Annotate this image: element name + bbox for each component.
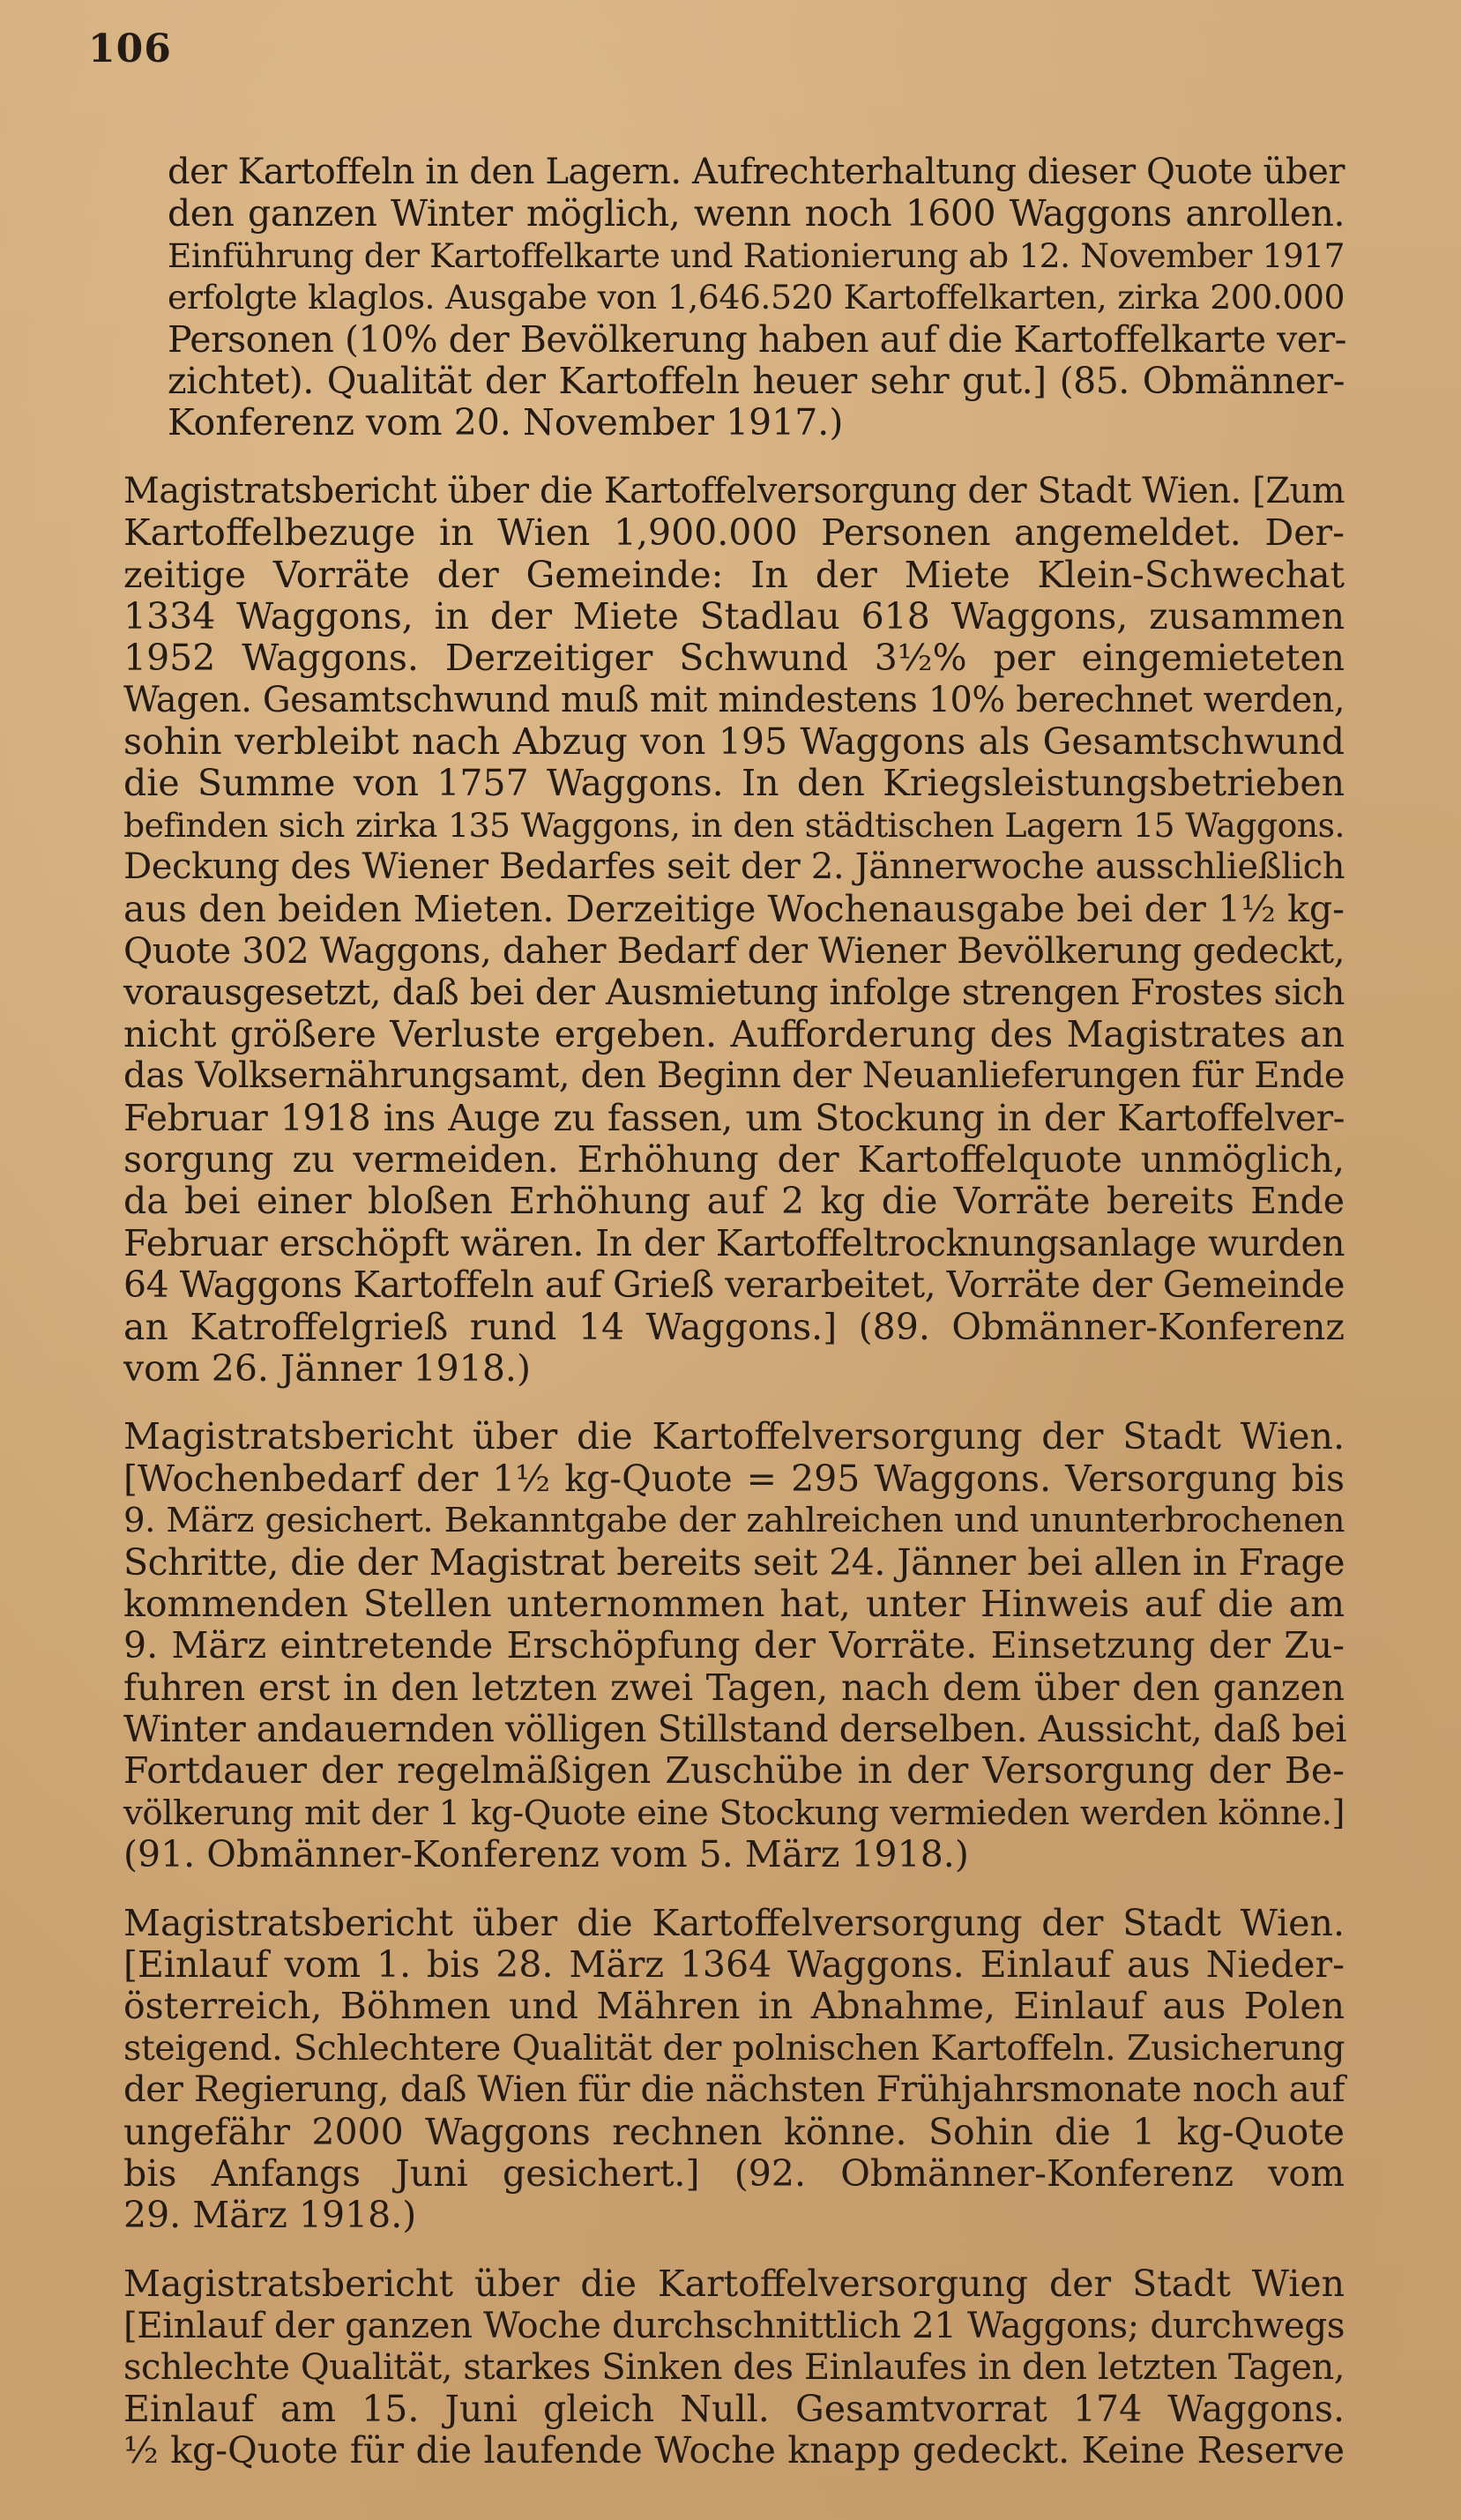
text-line: Kartoffelbezuge in Wien 1,900.000 Personen angemeldet. Der- <box>123 511 1345 555</box>
text-line: aus den beiden Mieten. Derzeitige Wochenausgabe bei der 1½ kg- <box>123 887 1345 930</box>
text-line: 9. März gesichert. Bekanntgabe der zahlreichen und ununterbrochenen <box>123 1501 1345 1541</box>
text-line: 9. März eintretende Erschöpfung der Vorräte. Einsetzung der Zu- <box>123 1624 1345 1667</box>
text-line: fuhren erst in den letzten zwei Tagen, nach dem über den ganzen <box>123 1666 1345 1709</box>
text-line: Schritte, die der Magistrat bereits seit 24. Jänner bei allen in Frage <box>123 1540 1345 1584</box>
text-line: Februar erschöpft wären. In der Kartoffeltrocknungsanlage wurden <box>123 1221 1345 1264</box>
text-line: der Kartoffeln in den Lagern. Aufrechterhaltung dieser Quote über <box>168 152 1345 192</box>
text-line: Einführung der Kartoffelkarte und Rationierung ab 12. November 1917 <box>168 235 1345 275</box>
text-line: Magistratsbericht über die Kartoffelversorgung der Stadt Wien <box>123 2262 1345 2305</box>
text-line: völkerung mit der 1 kg-Quote eine Stockung vermieden werden könne.] <box>123 1793 1345 1833</box>
text-line: 1334 Waggons, in der Miete Stadlau 618 Waggons, zusammen <box>123 594 1345 637</box>
text-line: sorgung zu vermeiden. Erhöhung der Kartoffelquote unmöglich, <box>123 1137 1345 1181</box>
text-line: Konferenz vom 20. November 1917.) <box>168 401 844 444</box>
text-line: Quote 302 Waggons, daher Bedarf der Wiener Bevölkerung gedeckt, <box>123 929 1345 973</box>
text-line: vom 26. Jänner 1918.) <box>123 1346 531 1390</box>
page-number: 106 <box>88 26 172 71</box>
text-line: der Regierung, daß Wien für die nächsten Frühjahrsmonate noch auf <box>123 2069 1345 2111</box>
text-line: zichtet). Qualität der Kartoffeln heuer sehr gut.] (85. Obmänner- <box>168 359 1345 402</box>
entry-continuation <box>123 152 1345 444</box>
text-line: ½ kg-Quote für die laufende Woche knapp gedeckt. Keine Reserve <box>123 2429 1345 2472</box>
text-line: vorausgesetzt, daß bei der Ausmietung infolge strengen Frostes sich <box>123 971 1345 1014</box>
text-line: Magistratsbericht über die Kartoffelversorgung der Stadt Wien. <box>123 1901 1345 1944</box>
text-line: nicht größere Verluste ergeben. Aufforderung des Magistrates an <box>123 1012 1345 1055</box>
text-line: Personen (10% der Bevölkerung haben auf die Kartoffelkarte ver- <box>168 317 1346 361</box>
text-line: sohin verbleibt nach Abzug von 195 Waggons als Gesamtschwund <box>123 720 1345 764</box>
text-line: Wagen. Gesamtschwund muß mit mindestens 10% berechnet werden, <box>123 679 1345 720</box>
entry-report-june <box>123 2263 1345 2472</box>
entry-report-92 <box>123 1903 1345 2237</box>
text-line: 1952 Waggons. Derzeitiger Schwund 3½% per eingemieteten <box>123 637 1345 680</box>
text-line: [Einlauf der ganzen Woche durchschnittlich 21 Waggons; durchwegs <box>123 2304 1345 2347</box>
text-line: 29. März 1918.) <box>123 2194 417 2237</box>
text-line: den ganzen Winter möglich, wenn noch 1600 Waggons anrollen. <box>168 192 1345 235</box>
entry-report-91 <box>123 1416 1345 1875</box>
text-line: das Volksernährungsamt, den Beginn der Neuanlieferungen für Ende <box>123 1055 1345 1097</box>
text-line: ungefähr 2000 Waggons rechnen könne. Sohin die 1 kg-Quote <box>123 2110 1345 2153</box>
text-body <box>123 152 1345 2499</box>
text-line: bis Anfangs Juni gesichert.] (92. Obmänner-Konferenz vom <box>123 2151 1345 2195</box>
text-line: kommenden Stellen unternommen hat, unter Hinweis auf die am <box>123 1582 1345 1625</box>
text-line: die Summe von 1757 Waggons. In den Kriegsleistungsbetrieben <box>123 762 1345 805</box>
text-line: Deckung des Wiener Bedarfes seit der 2. Jännerwoche ausschließlich <box>123 846 1345 888</box>
text-line: Magistratsbericht über die Kartoffelversorgung der Stadt Wien. [Zum <box>123 470 1345 511</box>
text-line: erfolgte klaglos. Ausgabe von 1,646.520 Kartoffelkarten, zirka 200.000 <box>168 278 1345 317</box>
text-line: steigend. Schlechtere Qualität der polnischen Kartoffeln. Zusicherung <box>123 2027 1345 2069</box>
text-line: (91. Obmänner-Konferenz vom 5. März 1918.) <box>123 1833 969 1876</box>
text-line: 64 Waggons Kartoffeln auf Grieß verarbeitet, Vorräte der Gemeinde <box>123 1264 1345 1307</box>
text-line: [Wochenbedarf der 1½ kg-Quote = 295 Waggons. Versorgung bis <box>123 1457 1345 1500</box>
text-line: Februar 1918 ins Auge zu fassen, um Stockung in der Kartoffelver- <box>123 1096 1345 1139</box>
text-line: schlechte Qualität, starkes Sinken des Einlaufes in den letzten Tagen, <box>123 2346 1345 2388</box>
text-line: Fortdauer der regelmäßigen Zuschübe in der Versorgung der Be- <box>123 1749 1345 1793</box>
text-line: [Einlauf vom 1. bis 28. März 1364 Waggons. Einlauf aus Nieder- <box>123 1943 1345 1987</box>
text-line: befinden sich zirka 135 Waggons, in den städtischen Lagern 15 Waggons. <box>123 805 1345 845</box>
text-line: Winter andauernden völligen Stillstand derselben. Aussicht, daß bei <box>123 1708 1347 1751</box>
text-line: Magistratsbericht über die Kartoffelversorgung der Stadt Wien. <box>123 1415 1345 1458</box>
entry-report-89 <box>123 471 1345 1390</box>
text-line: zeitige Vorräte der Gemeinde: In der Miete Klein-Schwechat <box>123 553 1345 596</box>
text-line: Einlauf am 15. Juni gleich Null. Gesamtvorrat 174 Waggons. <box>123 2387 1345 2430</box>
text-line: österreich, Böhmen und Mähren in Abnahme, Einlauf aus Polen <box>123 1985 1345 2028</box>
text-line: da bei einer bloßen Erhöhung auf 2 kg die Vorräte bereits Ende <box>123 1180 1345 1223</box>
text-line: an Katroffelgrieß rund 14 Waggons.] (89. Obmänner-Konferenz <box>123 1305 1345 1348</box>
